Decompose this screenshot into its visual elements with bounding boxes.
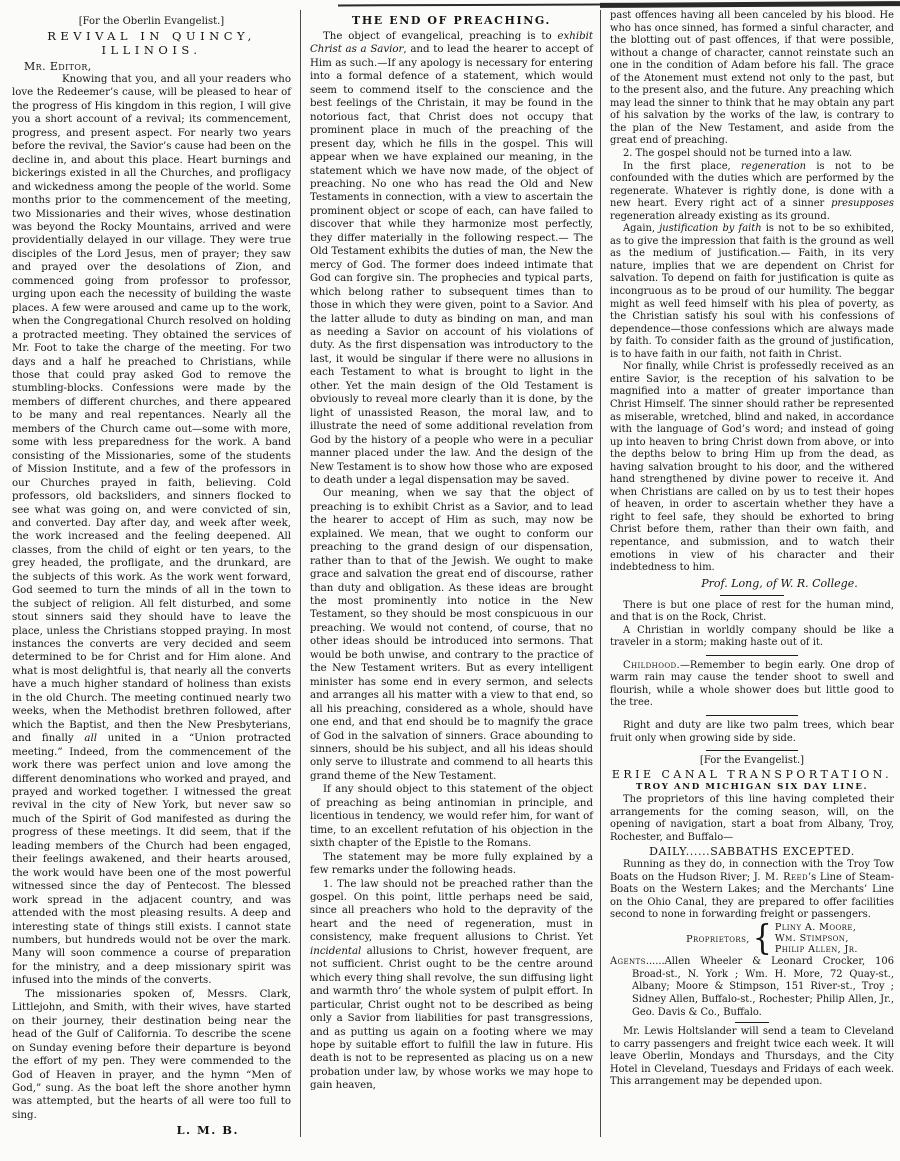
paragraph-erie-intro: The proprietors of this line having completed their arrangements for the coming season, will, on the opening of navigation, start a boat from Albany, Troy, Rochester, and Buffalo— <box>610 794 894 843</box>
article-title-end-of-preaching: THE END OF PREACHING. <box>352 14 551 27</box>
erie-attribution: [For the Evangelist.] <box>699 755 805 767</box>
author-signature-prof-long: Prof. Long, of W. R. College. <box>701 576 858 590</box>
section-divider <box>735 1022 769 1023</box>
aphorism-rock: There is but one place of rest for the human mind, and that is on the Rock, Christ. <box>610 599 894 624</box>
paragraph-objection: If any should object to this statement of the object of preaching as being antinomian in principle, and licentious in tendency, we would refer him, for want of time, to an excellent refutation of his objection in the sixth chapter of the Epistle to the Romans. <box>310 784 593 850</box>
aphorism-traveler: A Christian in worldly company should be like a traveler in a storm; making haste out of it. <box>610 624 894 649</box>
proprietor-name: Pliny A. Moore, <box>774 922 857 933</box>
proprietor-name: Wm. Stimpson, <box>774 932 849 944</box>
column-2 <box>300 10 600 1137</box>
column-3 <box>600 10 900 1137</box>
paragraph-our-meaning: Our meaning, when we say that the object of preaching is to exhibit Christ as a Savior, and to lead the hearer to accept of Him as such, may now be explained. We mean, that we ought to conform our preaching to the grand design of our dispensation, rather than to that of the Jewish. We ought to make grace and salvation the great end of discourse, rather than duty and obligation. As these ideas are brought the most prominently into notice in the New Testament, so they should be most conspicuous in our preaching. We would not contend, of course, that no other ideas should be introduced into sermons. That would be both unwise, and contrary to the practice of the New Testament writers. But as every intelligent minister has some end in every sermon, and selects and arranges all his matter with a view to that end, so all his preaching, considered as a whole, should have one end, and that end should be to magnify the grace of God in the salvation of sinners. Grace abounding to sinners, should be his subject, and all his ideas should only serve to illustrate and commend to all hearts this grand theme of the New Testament. <box>310 488 593 782</box>
proprietors-block <box>610 918 894 959</box>
paragraph-gospel-not-law: 2. The gospel should not be turned into a law. <box>623 148 853 160</box>
salutation: Mr. Editor, <box>24 60 92 73</box>
paragraph-continuation-atonement: past offences having all been canceled by his blood. He who has once sinned, has formed a sinful character, and the blotting out of past offences, if that were possible, without a change of character, cannot reinstate such an one in the condition of Adam before his fall. The grace of the Atonement must extend not only to the past, but to the present also, and the future. Any preaching which may lead the sinner to think that he may obtain any part of his salvation by the works of the law, is contrary to the plan of the New Testament, and aside from the great end of preaching. <box>610 10 894 147</box>
paragraph-nor-finally: Nor finally, while Christ is professedly received as an entire Savior, is the reception of his salvation to be magnified into a matter of greater importance than Christ Himself. The sinner should rather be represented as miserable, wretched, blind and naked, in accordance with the language of God’s word; and instead of going up into heaven to bring Christ down from above, or into the depths below to bring Him up from the dead, as having salvation brought to his door, and the withered hand strengthened by divine power to receive it. And when Christians are called on by us to test their hopes of heaven, in order to ascertain whether they have a right to feel safe, they should be exhorted to bring Christ before them, rather than their own faith, and repentance, and submission, and to watch their emotions in view of his character and their indebtedness to him. <box>610 361 894 574</box>
section-divider <box>706 715 798 716</box>
paragraph-regeneration: In the first place, regeneration is not to be confounded with the duties which are performed by the regenerate. Whatever is rightly done, is done with a new heart. Every right act of a sinner presupposes regeneration already existing as its ground. <box>610 160 894 222</box>
erie-subtitle: TROY AND MICHIGAN SIX DAY LINE. <box>635 782 869 793</box>
paragraph-revival-main: Knowing that you, and all your readers who love the Redeemer’s cause, will be pleased to hear of the progress of His kingdom in this region, I will give you a short account of a revival; its commencement, progress, and present aspect. For nearly two years before the revival, the Savior’s cause had been on the decline in, and about this place. Heart burnings and bickerings existed in all the Churches, and profligacy and wickedness among the people of the world. Some months prior to the commencement of the meeting, two Missionaries and their wives, whose destination was beyond the Rocky Mountains, arrived and were providentially delayed in our village. They were true disciples of the Lord Jesus, men of prayer; they saw and prayed over the desolations of Zion, and commenced going from professor to professor, urging upon each the necessity of building the waste places. A few were aroused and came up to the work, when the Congregational Church resolved on holding a protracted meeting. They obtained the services of Mr. Foot to take the charge of the meeting. For two days and a half he preached to Christians, while those that could pray asked God to remove the stumbling-blocks. Confessions were made by the members of different churches, and there appeared to be many and real repentances. Nearly all the members of the Church came out—some with more, some with less preparedness for the work. A band consisting of the Missionaries, some of the students of Mission Institute, and a few of the professors in our Churches prayed in faith, believing. Cold professors, old backsliders, and sinners flocked to see what was going on, and were convicted of sin, and converted. Day after day, and week after week, the work increased and the feeling deepened. All classes, from the child of eight or ten years, to the grey headed, the profligate, and the drunkard, are the subjects of this work. As the work went forward, God seemed to turn the minds of all in the town to the subject of religion. All felt disturbed, and some stout sinners said they should have to leave the place, unless the Christians stopped praying. In most instances the converts are very decided and seem determined to be for Christ and for Him alone. And what is most delightful is, that nearly all the converts have a much higher standard of holiness than exists in the old Church. The meeting continued nearly two weeks, when the Methodist brethren followed, after which the Baptist, and then the New Presbyterians, and finally all united in a “Union protracted meeting.” Indeed, from the commencement of the work there was perfect union and love among the different denominations who worked and prayed, and prayed and worked together. I witnessed the great revival in the city of New York, but never saw so much of the Spirit of God manifested as during the progress of these meetings. It did seem, that if the leading members of the Church had been engaged, their feelings awakened, and their hearts aroused, the work would have been one of the most powerful witnessed since the day of Pentecost. The blessed work spread in the adjacent country, and was attended with the most pleasing results. A deep and interesting state of things still exists. I cannot state numbers, but hundreds would not be over the mark. Many will soon commence a course of preparation for the ministry, and a deep missionary spirit was infused into the minds of the converts. <box>12 74 291 987</box>
daily-sabbaths-line: DAILY......SABBATHS EXCEPTED. <box>649 845 855 859</box>
paragraph-erie-running: Running as they do, in connection with the Troy Tow Boats on the Hudson River; J. M. Reed’s Line of Steam-Boats on the Western Lakes; and the Merchants’ Line on the Ohio Canal, they are prepared to offer facilities second to none in forwarding freight or passengers. <box>610 859 894 921</box>
section-divider <box>706 750 798 751</box>
paragraph-justification: Again, justification by faith is not to be so exhibited, as to give the impression that faith is the ground as well as the medium of justification.— Faith, in its very nature, implies that we are dependent on Christ for salvation. To depend on faith for justification is quite as incongruous as to be proud of our humility. The beggar might as well feed himself with his plea of poverty, as the Christian satisfy his soul with his confessions of dependence—those confessions which are always made by faith. To consider faith as the ground of justification, is to have faith in our faith, not faith in Christ. <box>610 223 895 360</box>
proprietor-name: Philip Allen, Jr. <box>774 943 858 955</box>
aphorism-palm-trees: Right and duty are like two palm trees, which bear fruit only when growing side by side. <box>610 719 894 744</box>
paragraph-holtslander: Mr. Lewis Holtslander will send a team to Cleveland to carry passengers and freight twice each week. It will leave Oberlin, Mondays and Thursdays, and the City Hotel in Cleveland, Tuesdays and Fridays of each week. This arrangement may be depended upon. <box>610 1026 894 1088</box>
proprietors-names <box>775 923 858 955</box>
paragraph-missionaries: The missionaries spoken of, Messrs. Clark, Littlejohn, and Smith, with their wives, have started on their journey, their destination being near the head of the Gulf of California. To describe the scene on Sunday evening before their departure is beyond the effort of my pen. They were commended to the God of Heaven in prayer, and the hymn “Men of God,” sung. As the boat left the shore another hymn was attempted, but the hearts of all were too full to sing. <box>12 988 291 1121</box>
paragraph-law-not-preached: 1. The law should not be preached rather than the gospel. On this point, little perhaps need be said, since all preachers who hold to the depravity of the heart and the need of regeneration, must in consistency, make frequent allusions to Christ. Yet incidental allusions to Christ, however frequent, are not sufficient. Christ ought to be the centre around which every thing shall revolve, the sun diffusing light and warmth thro’ the whole system of pulpit effort. In particular, Christ ought not to be described as being only a Savior from liabilities for past transgressions, and as putting us again on a footing where we may hope by suitable effort to fulfill the law in future. His death is not to be represented as placing us on a new probation under law, by whose works we may hope to gain heaven, <box>310 878 593 1092</box>
erie-canal-title: ERIE CANAL TRANSPORTATION. <box>611 768 893 782</box>
paragraph-statement-heads: The statement may be more fully explained by a few remarks under the following heads. <box>310 851 593 877</box>
section-divider <box>706 655 798 656</box>
aphorism-childhood: Childhood.—Remember to begin early. One drop of warm rain may cause the tender shoot to swell and flourish, while a whole shower does but little good to the tree. <box>610 659 894 709</box>
column-1 <box>0 10 300 1137</box>
paragraph-agents: Agents......Allen Wheeler & Leonard Crocker, 106 Broad-st., N. York ; Wm. H. More, 72 Quay-st., Albany; Moore & Stimpson, 151 River-st., Troy ; Sidney Allen, Buffalo-st., Rochester; Philip Allen, Jr., Geo. Davis & Co., Buffalo. <box>610 956 894 1018</box>
author-initials: L. M. B. <box>176 1123 239 1138</box>
brace-glyph: { <box>752 918 772 959</box>
section-divider <box>720 595 784 596</box>
article-attribution: [For the Oberlin Evangelist.] <box>78 16 225 27</box>
article-title-revival: REVIVAL IN QUINCY, ILLINOIS. <box>47 29 256 57</box>
paragraph-object-of-preaching: The object of evangelical, preaching is to exhibit Christ as a Savior, and to lead the hearer to accept of Him as such.—If any apology is necessary for entering into a formal defence of a statement, which would seem to commend itself to the conscience and the best feelings of the Christain, it may be found in the notorious fact, that Christ does not occupy that prominent place in much of the preaching of the present day, which he fills in the gospel. This will appear when we have explained our meaning, in the statement which we have now made, of the object of preaching. No one who has read the Old and New Testaments in connection, with a view to ascertain the prominent object or scope of each, can have failed to discover that while they harmonize most perfectly, they differ materially in the following respect.— The Old Testament exhibits the duties of man, the New the mercy of God. The former does indeed intimate that God can forgive sin. The prophecies and typical parts, which belong rather to subsequent times than to those in which they were given, point to a Savior. And the latter allude to duty as binding on man, and man as needing a Savior on account of his violations of duty. As the first dispensation was introductory to the last, it would be singular if there were no allusions in each Testament to what is brought to light in the other. Yet the main design of the Old Testament is obviously to reveal more clearly than it is done, by the light of unassisted Reason, the moral law, and to illustrate the need of some additional revelation from God by the history of a people who were in a peculiar manner placed under the law. And the design of the New Testament is to show how those who are exposed to death under a legal dispensation may be saved. <box>310 31 594 486</box>
proprietors-label: Proprietors, <box>686 933 750 945</box>
